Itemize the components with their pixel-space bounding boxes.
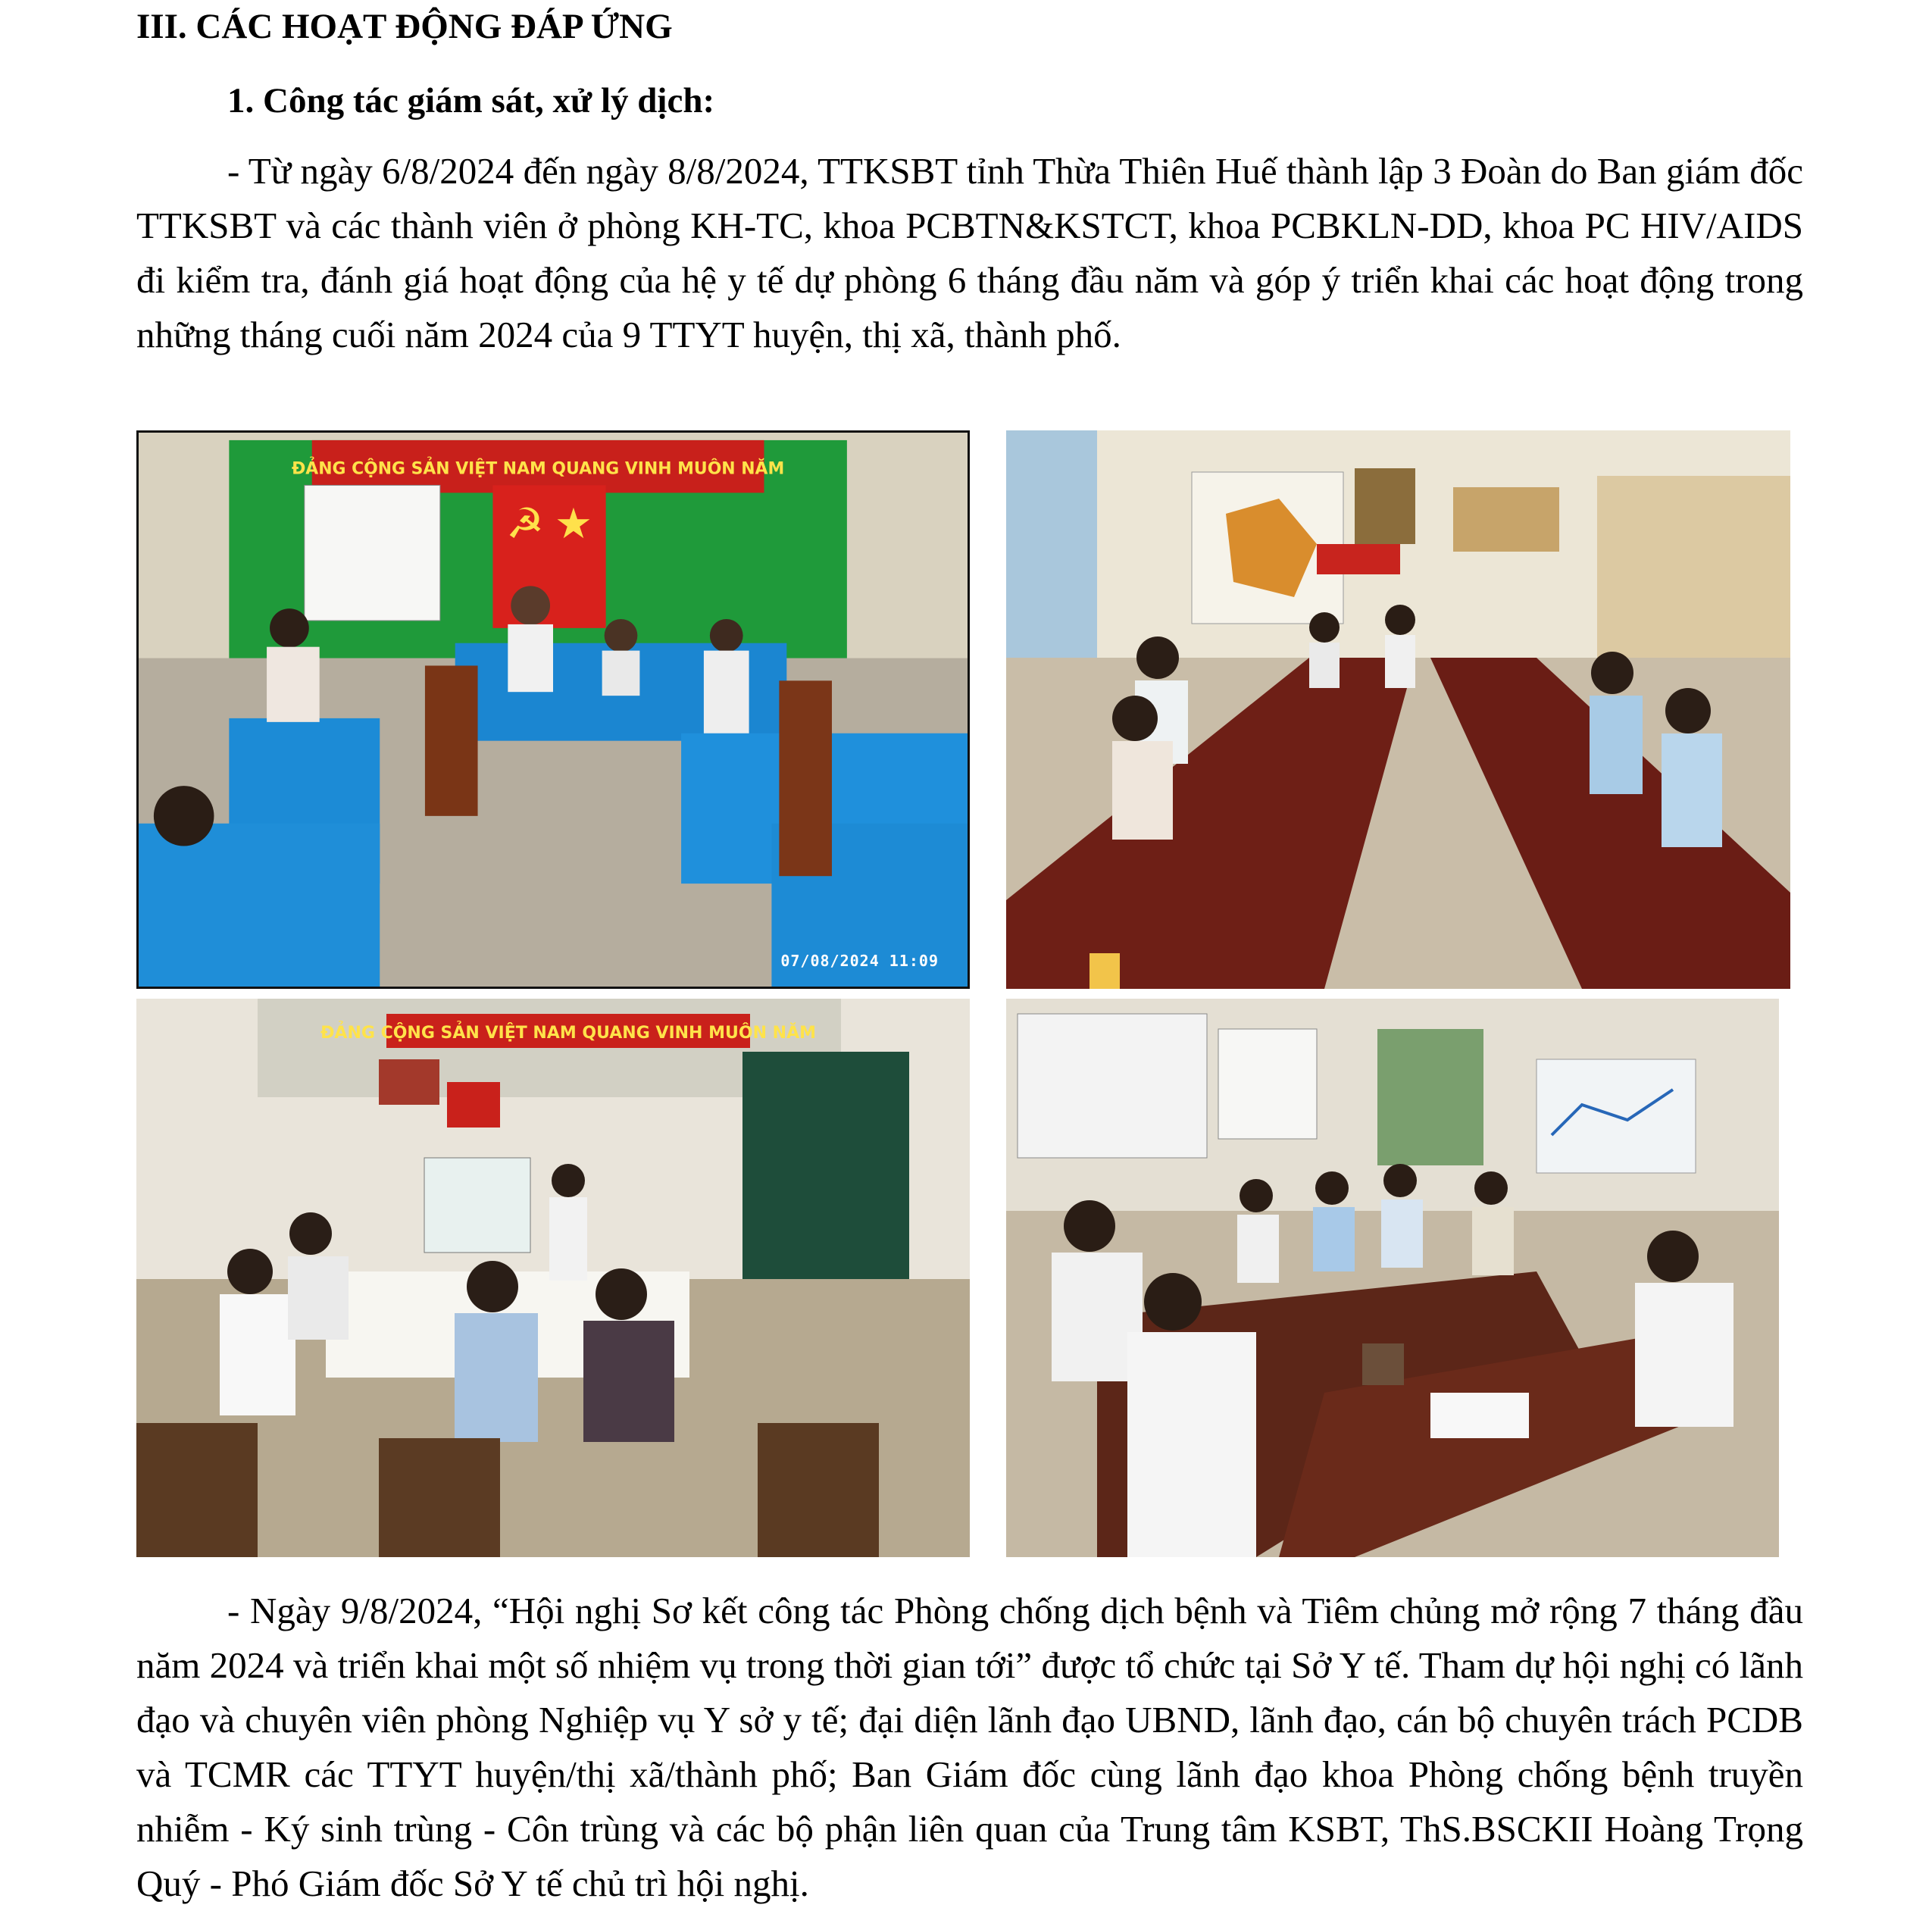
banner-slogan: ĐẢNG CỘNG SẢN VIỆT NAM QUANG VINH MUÔN NĂM [291, 459, 785, 479]
photo-meeting-2 [1006, 430, 1790, 989]
photo-meeting-3 [136, 999, 970, 1557]
svg-text:☭ ★: ☭ ★ [506, 500, 592, 548]
paragraph-inspection-teams: - Từ ngày 6/8/2024 đến ngày 8/8/2024, TTKSBT tỉnh Thừa Thiên Huế thành lập 3 Đoàn do Ban giám đốc TTKSBT và các thành viên ở phòng KH-TC, khoa PCBTN&KSTCT, khoa PCBKLN-DD, khoa PC HIV/AIDS đi kiểm tra, đánh giá hoạt động của hệ y tế dự phòng 6 tháng đầu năm và góp ý triển khai các hoạt động trong những tháng cuối năm 2024 của 9 TTYT huyện, thị xã, thành phố. [136, 150, 1803, 355]
banner-slogan: ĐẢNG CỘNG SẢN VIỆT NAM QUANG VINH MUÔN NĂM [320, 1024, 817, 1043]
photo-meeting-4 [1006, 999, 1779, 1557]
paragraph-review-conference: - Ngày 9/8/2024, “Hội nghị Sơ kết công tác Phòng chống dịch bệnh và Tiêm chủng mở rộng 7 tháng đầu năm 2024 và triển khai một số nhiệm vụ trong thời gian tới” được tổ chức tại Sở Y tế. Tham dự hội nghị có lãnh đạo và chuyên viên phòng Nghiệp vụ Y sở y tế; đại diện lãnh đạo UBND, lãnh đạo, cán bộ chuyên trách PCDB và TCMR các TTYT huyện/thị xã/thành phố; Ban Giám đốc cùng lãnh đạo khoa Phòng chống bệnh truyền nhiễm - Ký sinh trùng - Côn trùng và các bộ phận liên quan của Trung tâm KSBT, ThS.BSCKII Hoàng Trọng Quý - Phó Giám đốc Sở Y tế chủ trì hội nghị. [136, 1590, 1803, 1904]
photo-timestamp: 07/08/2024 11:09 [780, 952, 939, 970]
subsection-heading: 1. Công tác giám sát, xử lý dịch: [227, 81, 715, 120]
section-heading: III. CÁC HOẠT ĐỘNG ĐÁP ỨNG [136, 7, 673, 46]
photo-meeting-1 [136, 430, 970, 989]
